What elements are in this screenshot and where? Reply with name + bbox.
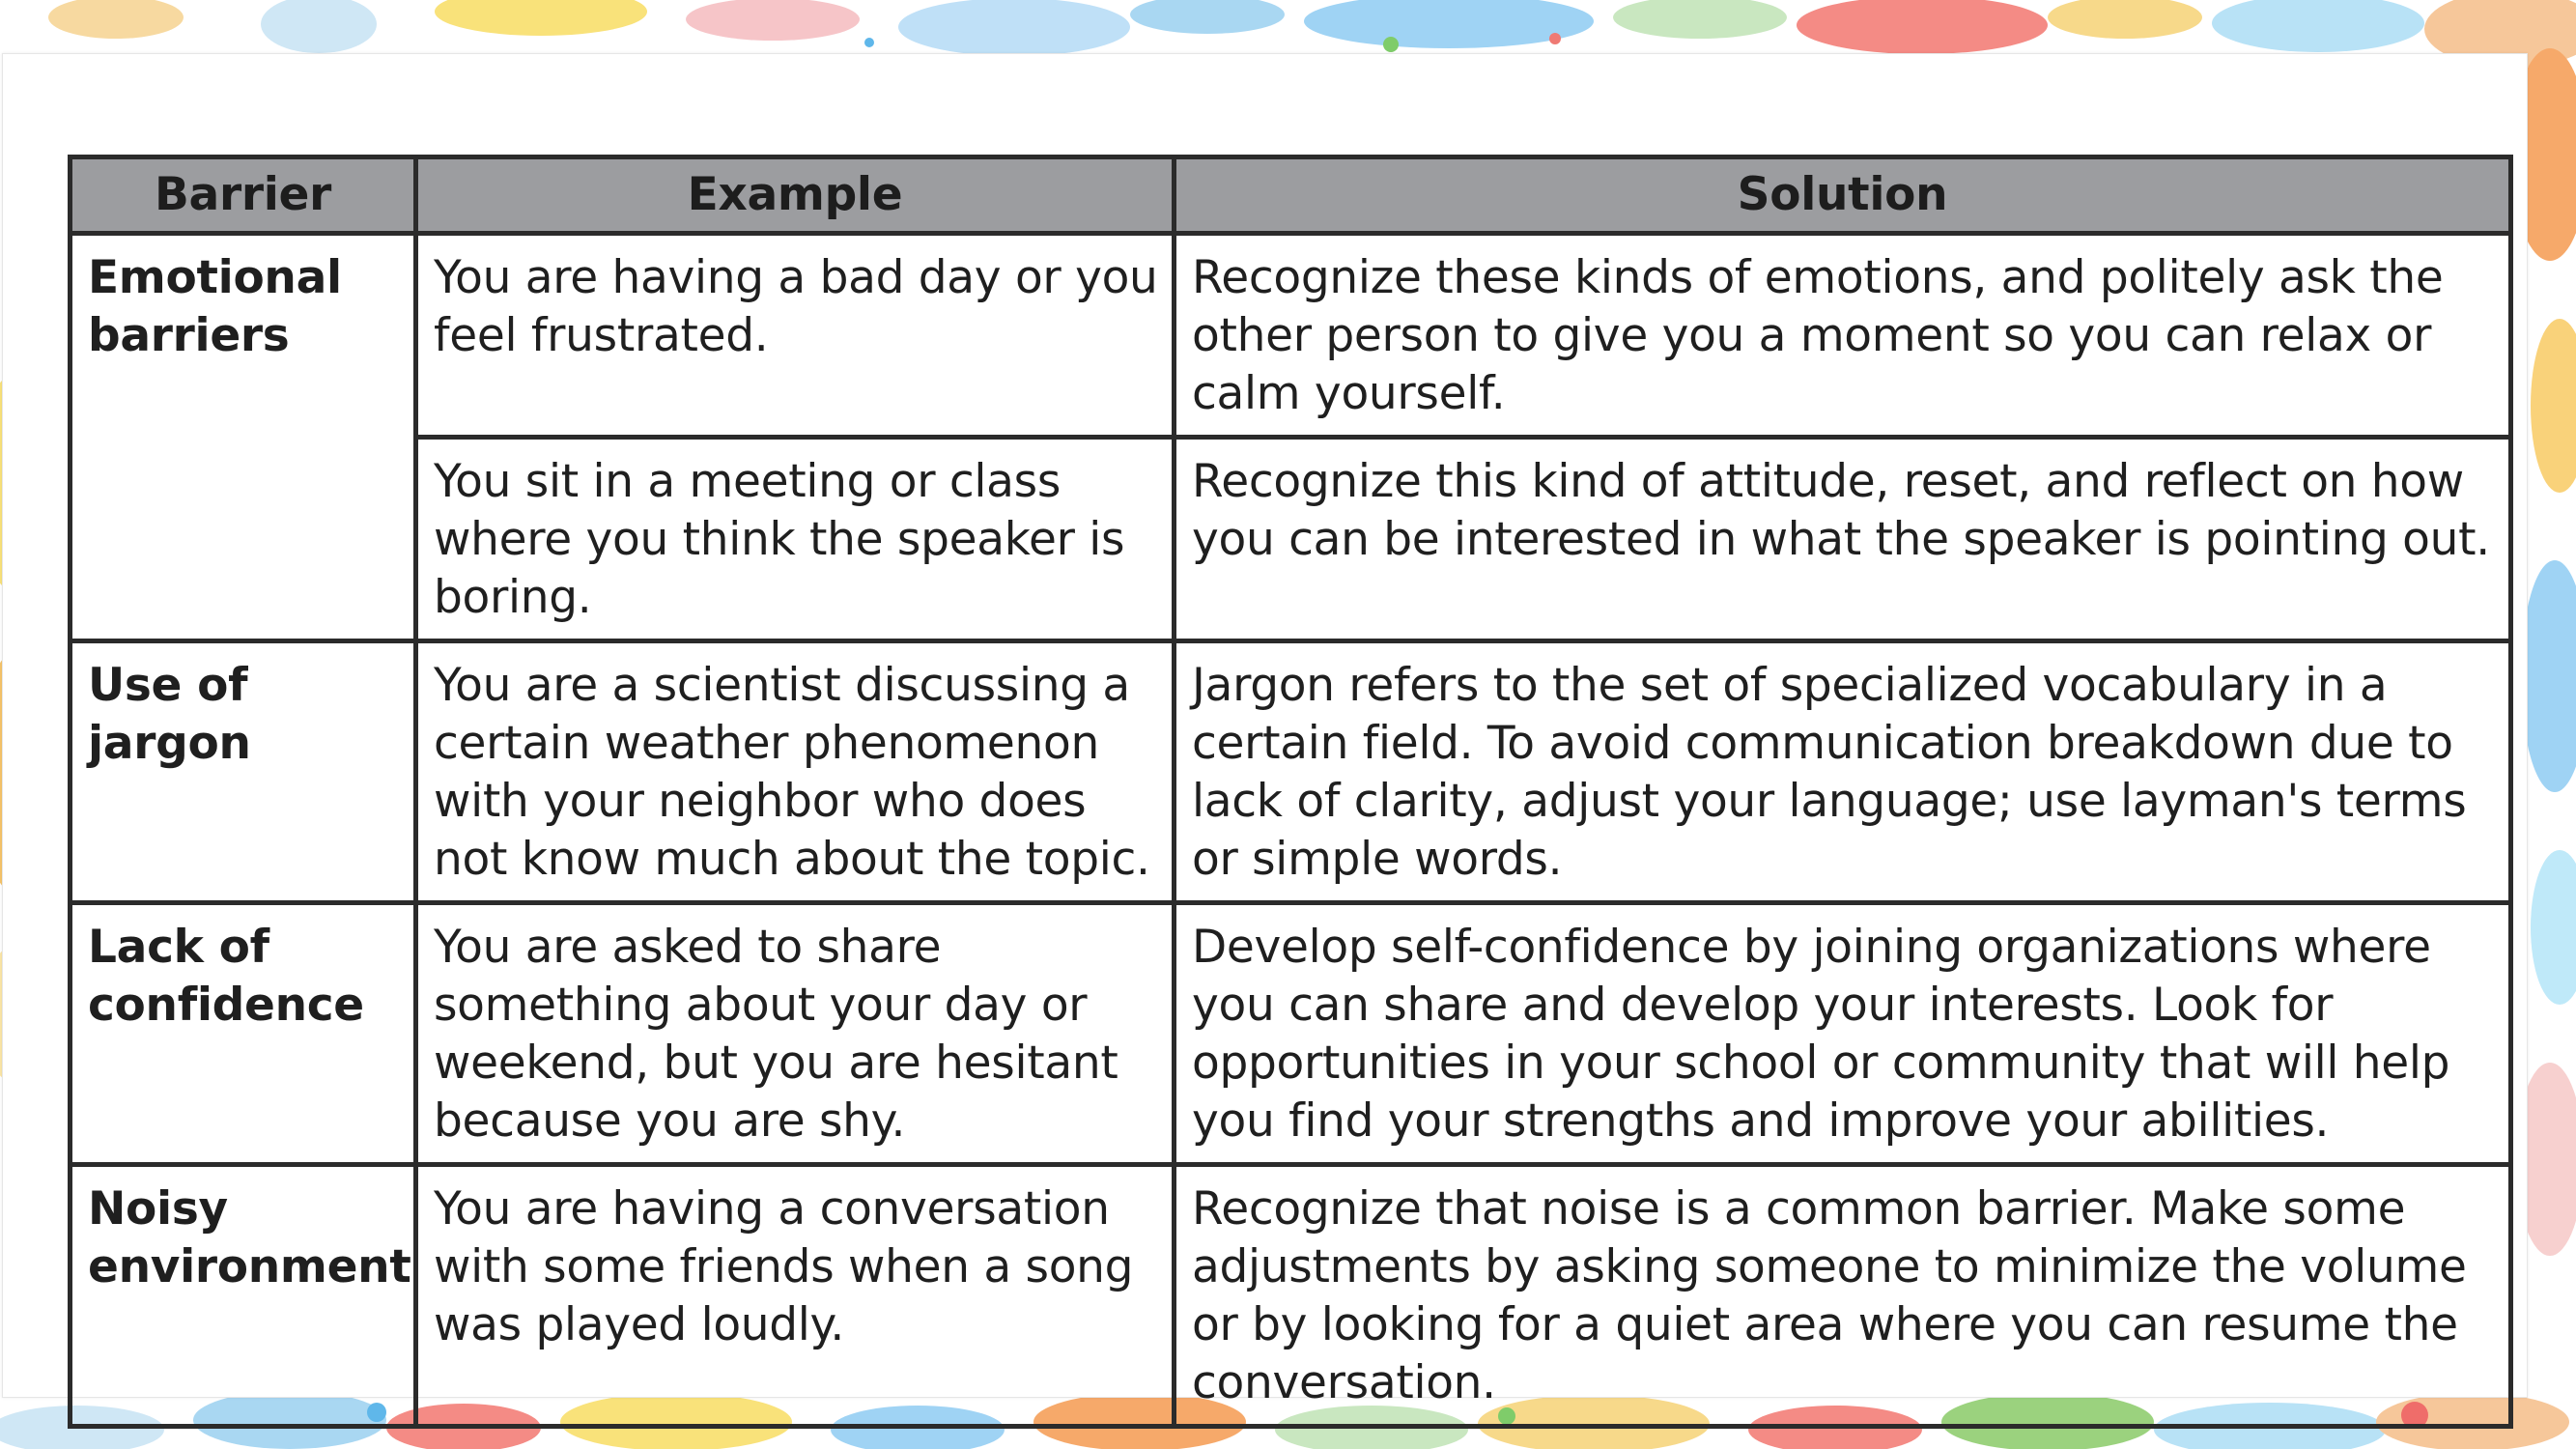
solution-cell: Jargon refers to the set of specialized vocabulary in a certain field. To avoid communication breakdown due to lack of clarity, adjust your language; use layman's terms or simple words. xyxy=(1175,641,2511,903)
example-cell: You are asked to share something about your day or weekend, but you are hesitant because you are shy. xyxy=(416,903,1175,1165)
header-example: Example xyxy=(416,157,1175,234)
table-row xyxy=(71,234,2511,438)
header-solution: Solution xyxy=(1175,157,2511,234)
communication-barriers-table xyxy=(68,155,2513,1429)
solution-cell: Recognize these kinds of emotions, and politely ask the other person to give you a moment so you can relax or calm yourself. xyxy=(1175,234,2511,438)
table-row xyxy=(71,1165,2511,1427)
table-row xyxy=(71,438,2511,641)
solution-cell: Recognize this kind of attitude, reset, and reflect on how you can be interested in what the speaker is pointing out. xyxy=(1175,438,2511,641)
solution-cell: Develop self-confidence by joining organizations where you can share and develop your interests. Look for opportunities in your school or community that will help you find your strengths and improve your abilities. xyxy=(1175,903,2511,1165)
table-header-row xyxy=(71,157,2511,234)
example-cell: You are having a conversation with some friends when a song was played loudly. xyxy=(416,1165,1175,1427)
example-cell: You sit in a meeting or class where you think the speaker is boring. xyxy=(416,438,1175,641)
barrier-cell: Use of jargon xyxy=(71,641,416,903)
example-cell: You are having a bad day or you feel frustrated. xyxy=(416,234,1175,438)
barrier-cell: Lack of confidence xyxy=(71,903,416,1165)
table-row xyxy=(71,903,2511,1165)
table-row xyxy=(71,641,2511,903)
barrier-cell: Emotional barriers xyxy=(71,234,416,641)
solution-cell: Recognize that noise is a common barrier. Make some adjustments by asking someone to minimize the volume or by looking for a quiet area where you can resume the conversation. xyxy=(1175,1165,2511,1427)
example-cell: You are a scientist discussing a certain weather phenomenon with your neighbor who does not know much about the topic. xyxy=(416,641,1175,903)
barrier-cell: Noisy environment xyxy=(71,1165,416,1427)
header-barrier: Barrier xyxy=(71,157,416,234)
